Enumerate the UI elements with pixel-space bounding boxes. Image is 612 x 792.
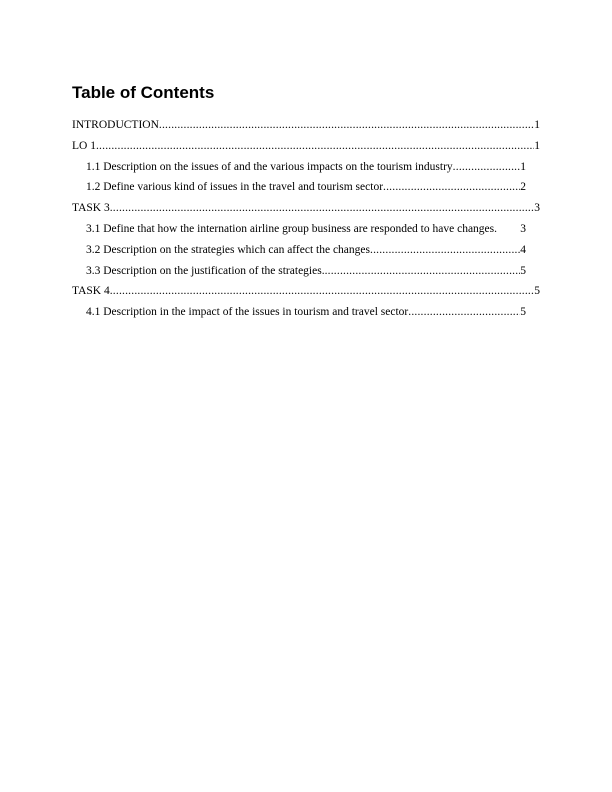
toc-title: Table of Contents xyxy=(72,83,215,102)
toc-entry-label: 1.2 Define various kind of issues in the travel and tourism sector xyxy=(86,181,384,194)
toc-entry-label: 3.1 Define that how the internation airline group business are responded to have changes. xyxy=(86,222,498,235)
toc-entry-label: INTRODUCTION xyxy=(72,119,159,131)
toc-entry-3-1[interactable] xyxy=(72,221,540,242)
toc-page-number: 3 xyxy=(520,222,526,235)
toc-page-number: 5 xyxy=(520,264,526,277)
toc-page-number: 1 xyxy=(534,139,540,152)
toc-leader-dots xyxy=(110,283,535,299)
toc-entry-3-2[interactable] xyxy=(72,242,540,263)
toc-entry-label: 1.1 Description on the issues of and the various impacts on the tourism industry xyxy=(86,160,453,173)
toc-entry-label: 3.2 Description on the strategies which can affect the changes xyxy=(86,243,370,256)
toc-leader-dots xyxy=(96,138,534,154)
toc-entry-introduction[interactable] xyxy=(72,117,540,138)
toc-entry-task-4[interactable] xyxy=(72,283,540,304)
toc-entry-task-3[interactable] xyxy=(72,200,540,221)
toc-entry-4-1[interactable] xyxy=(72,304,540,325)
toc-entry-label: LO 1 xyxy=(72,139,96,152)
toc-page-number: 1 xyxy=(534,119,540,131)
toc-entry-1-1[interactable] xyxy=(72,159,540,180)
toc-entry-lo-1[interactable] xyxy=(72,138,540,159)
toc-page-number: 5 xyxy=(520,306,526,319)
toc-leader-dots xyxy=(159,117,534,133)
toc-leader-dots xyxy=(370,242,520,258)
toc-entry-label: 3.3 Description on the justification of the strategies. xyxy=(86,264,325,277)
toc-leader-dots xyxy=(453,159,521,175)
toc-leader-dots xyxy=(408,304,520,320)
toc-entry-label: TASK 4 xyxy=(72,285,110,298)
toc-page-number: 1 xyxy=(520,160,526,173)
toc-entry-label: 4.1 Description in the impact of the issues in tourism and travel sector xyxy=(86,306,409,319)
toc-entry-label: TASK 3 xyxy=(72,202,110,215)
toc-leader-dots xyxy=(110,200,535,216)
toc-entry-3-3[interactable] xyxy=(72,263,540,284)
toc-leader-dots xyxy=(383,179,520,195)
toc-page-number: 3 xyxy=(534,202,540,215)
toc-list xyxy=(72,117,540,325)
toc-entry-1-2[interactable] xyxy=(72,179,540,200)
toc-page-number: 4 xyxy=(520,243,526,256)
toc-page-number: 5 xyxy=(534,285,540,298)
toc-leader-dots xyxy=(325,263,521,279)
toc-page-number: 2 xyxy=(520,181,526,194)
